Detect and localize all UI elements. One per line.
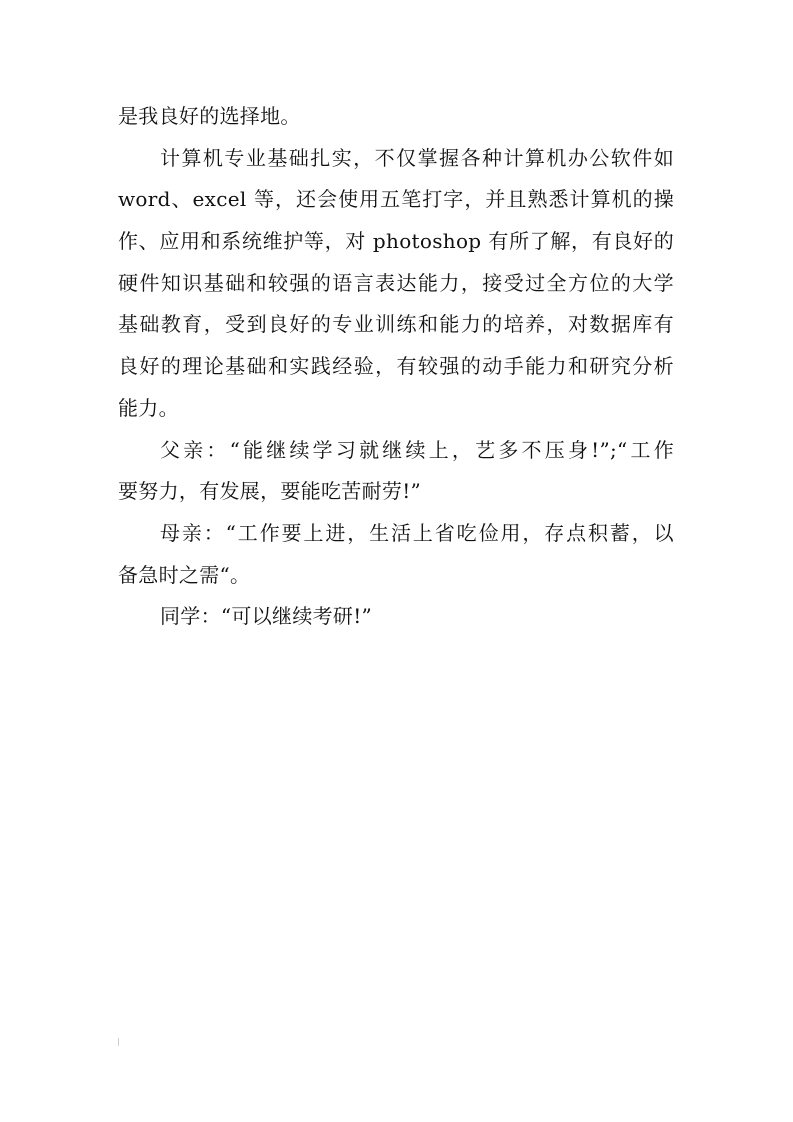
text-line: 母亲：“工作要上进，生活上省吃俭用，存点积蓄，以	[160, 520, 674, 545]
body-text	[118, 96, 674, 638]
page-corner-mark	[118, 1038, 119, 1046]
text-line: 要努力，有发展，要能吃苦耐劳!”	[118, 479, 422, 504]
text-line: word、excel 等，还会使用五笔打字，并且熟悉计算机的操	[118, 187, 674, 212]
text-line: 作、应用和系统维护等，对 photoshop 有所了解，有良好的	[118, 229, 674, 254]
text-line: 计算机专业基础扎实，不仅掌握各种计算机办公软件如	[160, 145, 674, 170]
text-line: 硬件知识基础和较强的语言表达能力，接受过全方位的大学	[118, 270, 674, 295]
text-line: 同学：“可以继续考研!”	[160, 604, 373, 629]
text-line: 是我良好的选择地。	[118, 104, 301, 128]
text-line: 基础教育，受到良好的专业训练和能力的培养，对数据库有	[118, 312, 674, 337]
text-line: 备急时之需“。	[118, 562, 251, 587]
text-line: 能力。	[118, 395, 179, 420]
text-line: 良好的理论基础和实践经验，有较强的动手能力和研究分析	[118, 354, 674, 379]
text-line: 父亲：“能继续学习就继续上，艺多不压身!”;“工作	[160, 437, 674, 462]
